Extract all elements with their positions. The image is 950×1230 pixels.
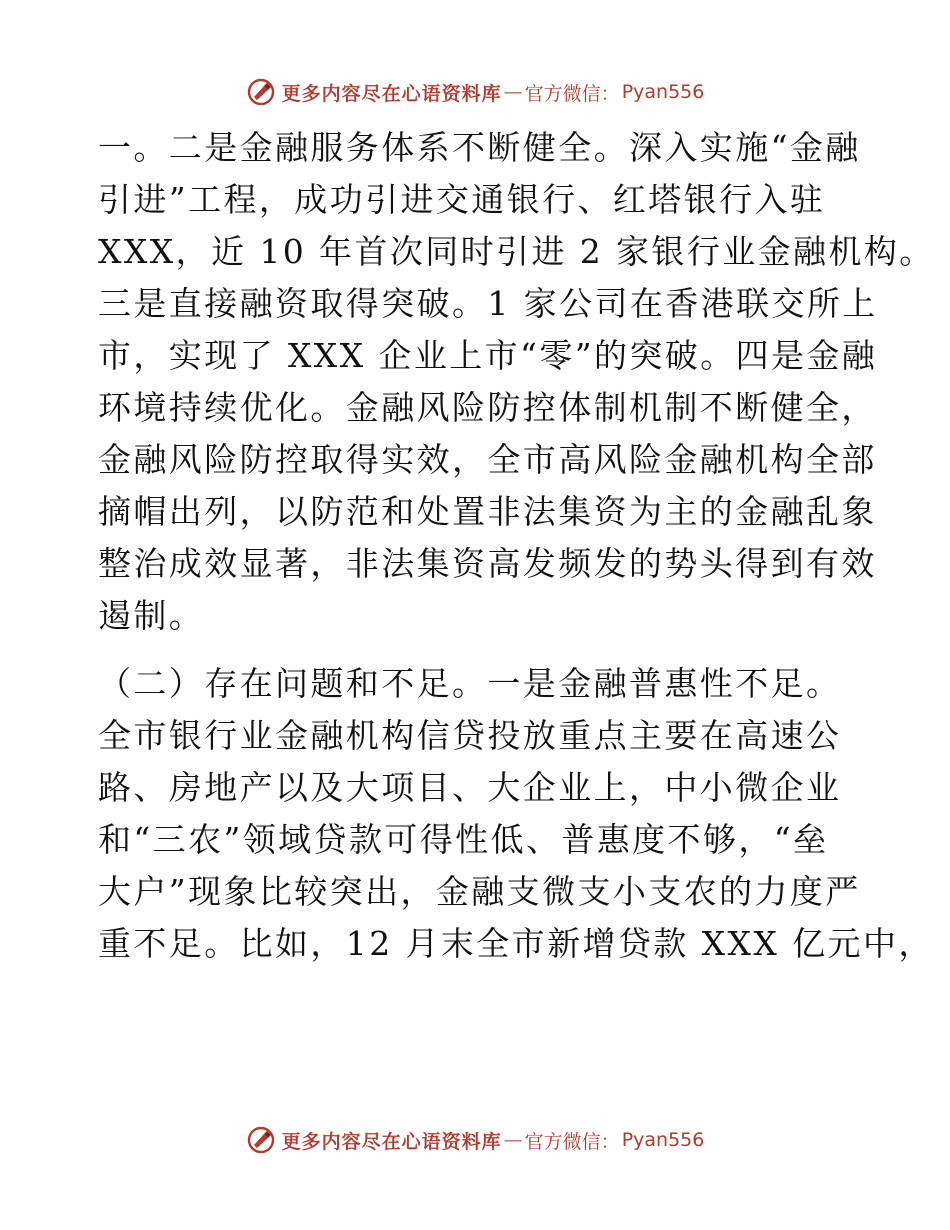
text-line: 全市银行业金融机构信贷投放重点主要在高速公 bbox=[98, 716, 842, 755]
text-line: 摘帽出列，以防范和处置非法集资为主的金融乱象 bbox=[98, 492, 877, 531]
watermark-sub-text: 官方微信： bbox=[524, 82, 620, 105]
watermark-wechat-id: Pyan556 bbox=[621, 1129, 705, 1151]
text-line: 大户”现象比较突出，金融支微支小支农的力度严 bbox=[98, 872, 861, 911]
text-line: 市，实现了 XXX 企业上市“零”的突破。四是金融 bbox=[98, 336, 878, 375]
text-line: 重不足。比如，12 月末全市新增贷款 XXX 亿元中， bbox=[98, 924, 934, 963]
text-line: 遏制。 bbox=[98, 596, 205, 635]
watermark-main-text: 更多内容尽在心语资料库 bbox=[281, 82, 502, 105]
text-line: 引进”工程，成功引进交通银行、红塔银行入驻 bbox=[98, 180, 826, 219]
text-line: 一。二是金融服务体系不断健全。深入实施“金融 bbox=[98, 128, 861, 167]
logo-icon bbox=[246, 1125, 276, 1155]
paragraph-2 bbox=[98, 658, 934, 970]
text-line: 金融风险防控取得实效，全市高风险金融机构全部 bbox=[98, 440, 877, 479]
text-line: （二）存在问题和不足。一是金融普惠性不足。 bbox=[98, 664, 842, 703]
watermark-dash: — bbox=[503, 1129, 523, 1151]
watermark-sub-text: 官方微信： bbox=[524, 1130, 620, 1153]
watermark-header bbox=[0, 72, 950, 112]
text-line: 三是直接融资取得突破。1 家公司在香港联交所上 bbox=[98, 284, 878, 323]
paragraph-spacer bbox=[98, 642, 850, 658]
watermark-dash: — bbox=[503, 81, 523, 103]
watermark-main-text: 更多内容尽在心语资料库 bbox=[281, 1130, 502, 1153]
logo-icon bbox=[246, 77, 276, 107]
text-line: 和“三农”领域贷款可得性低、普惠度不够，“垒 bbox=[98, 820, 829, 859]
document-body bbox=[98, 122, 935, 970]
watermark-footer bbox=[0, 1120, 950, 1160]
text-line: 整治成效显著，非法集资高发频发的势头得到有效 bbox=[98, 544, 877, 583]
text-line: 环境持续优化。金融风险防控体制机制不断健全， bbox=[98, 388, 877, 427]
watermark-wechat-id: Pyan556 bbox=[621, 81, 705, 103]
text-line: 路、房地产以及大项目、大企业上，中小微企业 bbox=[98, 768, 842, 807]
text-line: XXX，近 10 年首次同时引进 2 家银行业金融机构。 bbox=[98, 232, 935, 271]
paragraph-1 bbox=[98, 122, 935, 642]
